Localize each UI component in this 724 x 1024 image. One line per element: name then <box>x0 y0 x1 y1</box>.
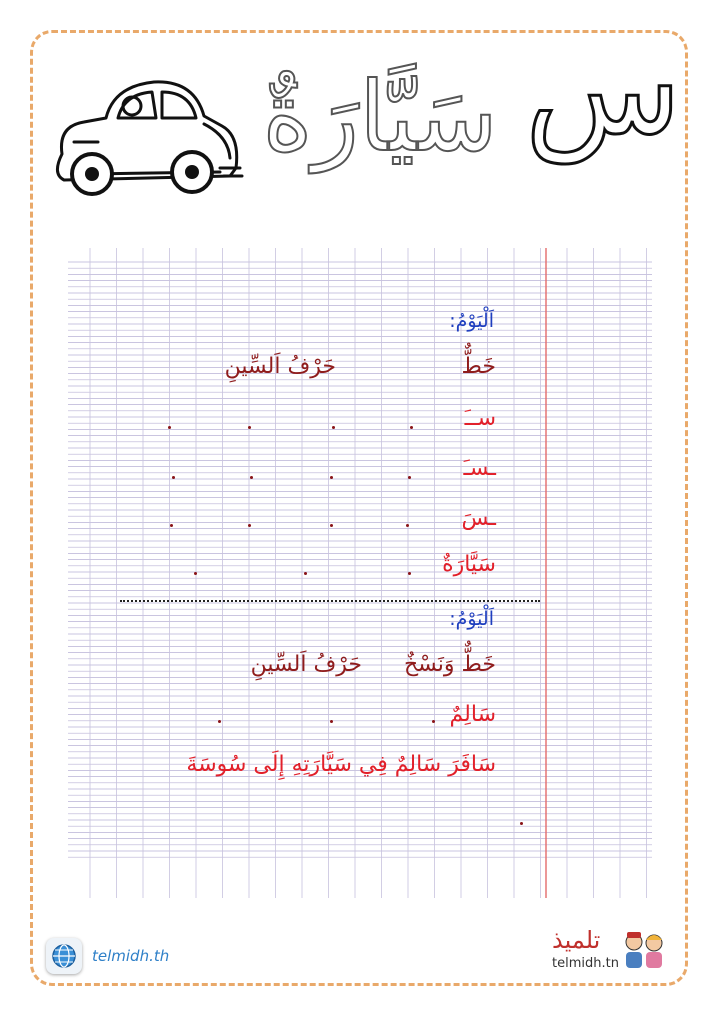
lesson2-sentence: سَافَرَ سَالِمٌ فِي سَيَّارَتِهِ إِلَى سُوسَةَ <box>186 752 496 777</box>
lesson1-heading-left: حَرْفُ اَلسِّينِ <box>224 354 336 379</box>
writing-paper <box>68 248 652 898</box>
guide-dot <box>250 476 253 479</box>
guide-dot <box>218 720 221 723</box>
guide-dot <box>410 426 413 429</box>
guide-dot <box>170 524 173 527</box>
brand-logo <box>552 926 672 974</box>
site-link[interactable]: telmidh.th <box>92 947 170 965</box>
guide-dot <box>330 476 333 479</box>
guide-dot <box>408 572 411 575</box>
guide-dot <box>194 572 197 575</box>
guide-dot <box>520 822 523 825</box>
lesson2-heading-left: حَرْفُ اَلسِّينِ <box>250 652 362 677</box>
guide-dot <box>432 720 435 723</box>
car-illustration <box>44 76 244 206</box>
guide-dot <box>330 720 333 723</box>
section-separator <box>120 600 540 602</box>
globe-icon[interactable] <box>46 938 82 974</box>
guide-dot <box>330 524 333 527</box>
guide-dot <box>172 476 175 479</box>
footer-left <box>46 938 169 974</box>
kids-mascot-icon <box>620 930 668 972</box>
guide-dot <box>406 524 409 527</box>
paper-lines <box>68 248 652 898</box>
guide-dot <box>168 426 171 429</box>
lesson1-row4: سَيَّارَةٌ <box>442 552 496 577</box>
lesson1-row2: ـسـَ <box>463 456 496 481</box>
guide-dot <box>304 572 307 575</box>
lesson1-row3: ـسَ <box>461 506 496 531</box>
title-word: سَيَّارَةٌ <box>262 61 498 173</box>
guide-dot <box>248 524 251 527</box>
guide-dot <box>248 426 251 429</box>
lesson1-heading-right: خَطٌّ <box>461 354 496 379</box>
lesson2-row1: سَالِمٌ <box>449 702 496 727</box>
lesson1-row1: ســَ <box>464 406 496 431</box>
brand-name-arabic: تلميذ <box>552 926 601 954</box>
brand-name-latin: telmidh.tn <box>552 956 619 971</box>
lesson2-date-label: اَلْيَوْمُ: <box>449 608 494 630</box>
big-letter: س <box>525 15 682 164</box>
guide-dot <box>408 476 411 479</box>
lesson1-date-label: اَلْيَوْمُ: <box>449 310 494 332</box>
guide-dot <box>332 426 335 429</box>
lesson2-heading-right: خَطٌّ وَنَسْخٌ <box>403 652 496 677</box>
